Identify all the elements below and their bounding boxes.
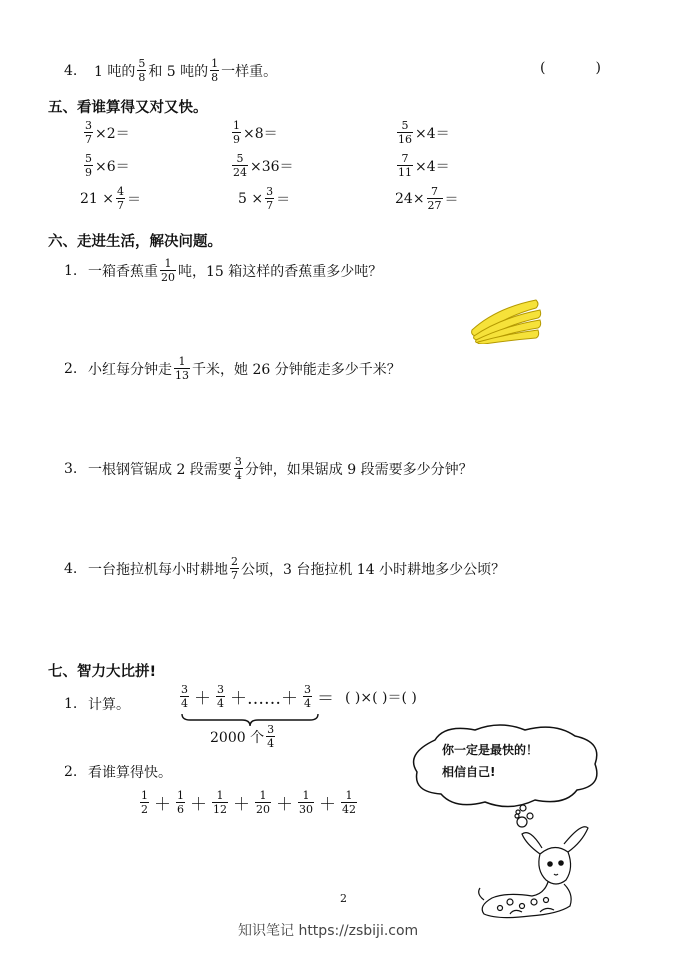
calc-item: 5 × $\frac{3}{7}$ ＝: [238, 185, 291, 212]
fraction: $\frac{5}{8}$: [138, 57, 146, 84]
calc-item: $\frac{3}{7}$ ×2＝: [85, 119, 130, 146]
q4-text-1: 1 吨的: [94, 63, 136, 80]
section-5-title: 五、看谁算得又对又快。: [48, 100, 208, 116]
fraction-series: $\frac{1}{2}$ ＋ $\frac{1}{6}$ ＋ $\frac{1}{12}$ ＋ $\frac{1}{20}$ ＋ $\frac{1}{30}$ ＋ $\frac{1}{42}$: [141, 789, 356, 816]
answer-parentheses: ( ): [540, 60, 601, 76]
fraction: $\frac{1}{8}$: [211, 57, 219, 84]
calc-item: 21 × $\frac{4}{7}$ ＝: [80, 185, 141, 212]
question-4-line: [64, 58, 277, 83]
footer-watermark: 知识笔记 https://zsbiji.com: [238, 923, 419, 939]
answer-blanks: ( )×( )＝( ): [345, 689, 417, 706]
question-number: 4.: [64, 62, 78, 79]
puzzle-2-label: 2. 看谁算得快。: [64, 764, 172, 781]
q4-text-3: 一样重。: [221, 63, 278, 80]
word-problem: 4. 一台拖拉机每小时耕地 $\frac{2}{7}$ 公顷，3 台拖拉机 14 小时耕地多少公顷？: [64, 555, 506, 582]
calc-item: 24× $\frac{7}{27}$ ＝: [395, 185, 459, 212]
q4-text-2: 和 5 吨的: [148, 63, 209, 80]
section-7-title: 七、智力大比拼!: [48, 664, 157, 680]
puzzle-1-label: 1. 计算。: [64, 696, 130, 713]
section-6-title: 六、走进生活，解决问题。: [48, 234, 222, 250]
deer-illustration: [470, 808, 590, 920]
calc-item: $\frac{5}{16}$ ×4＝: [398, 119, 450, 146]
word-problem: 2. 小红每分钟走 $\frac{1}{13}$ 千米，她 26 分钟能走多少千米？: [64, 355, 401, 382]
sum-expression: $\frac{3}{4}$ ＋ $\frac{3}{4}$ ＋……＋ $\frac{3}{4}$ ＝ ( )×( )＝( ): [181, 683, 417, 710]
calc-item: $\frac{1}{9}$ ×8＝: [233, 119, 278, 146]
word-problem: 1. 一箱香蕉重 $\frac{1}{20}$ 吨，15 箱这样的香蕉重多少吨？: [64, 257, 383, 284]
calc-item: $\frac{7}{11}$ ×4＝: [398, 152, 450, 179]
calc-item: $\frac{5}{24}$ ×36＝: [233, 152, 294, 179]
word-problem: 3. 一根钢管锯成 2 段需要 $\frac{3}{4}$ 分钟，如果锯成 9 段需要多少分钟？: [64, 455, 473, 482]
bubble-text: 你一定是最快的！ 相信自己!: [442, 743, 539, 779]
banana-illustration: [466, 294, 544, 344]
brace-label: 2000 个 $\frac{3}{4}$: [210, 723, 275, 750]
calc-item: $\frac{5}{9}$ ×6＝: [85, 152, 130, 179]
page-number: 2: [340, 892, 347, 905]
